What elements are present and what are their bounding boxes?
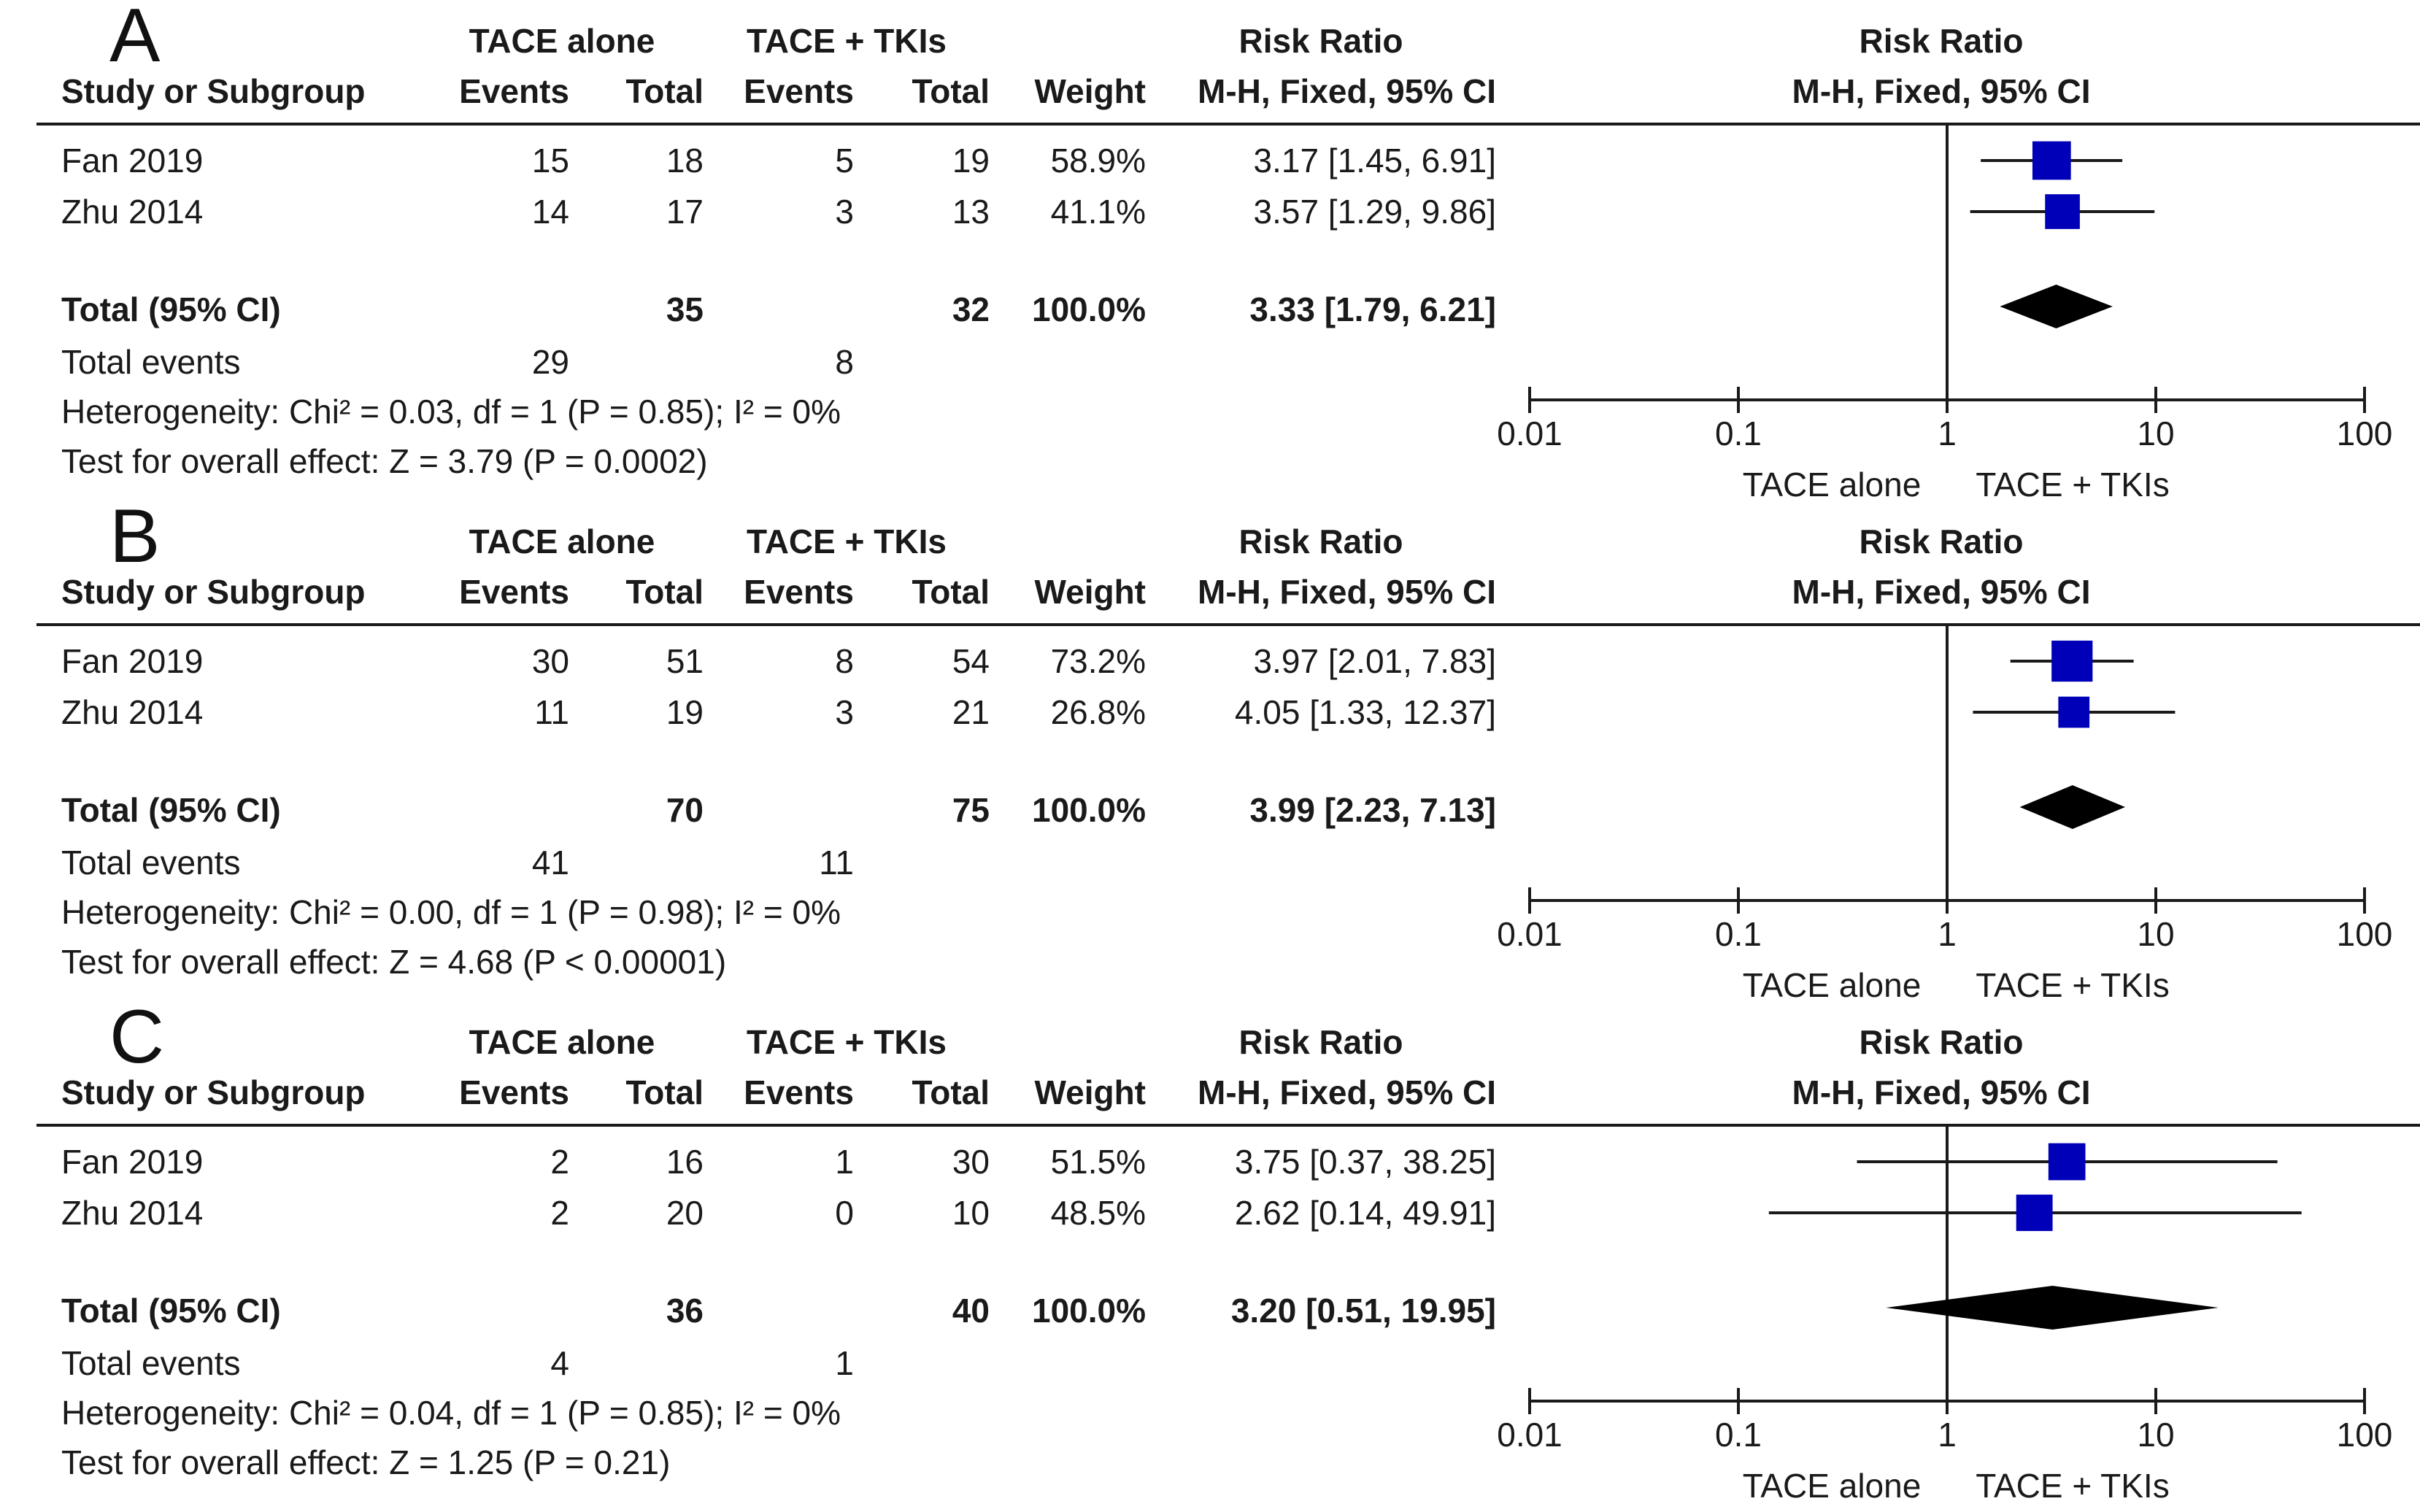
group-header-right: TACE + TKIs bbox=[747, 1023, 947, 1061]
header-weight: Weight bbox=[1034, 573, 1146, 611]
study-ci: 3.57 [1.29, 9.86] bbox=[1253, 193, 1496, 231]
total-events-label: Total events bbox=[61, 1344, 241, 1382]
favours-left: TACE alone bbox=[1742, 1467, 1922, 1505]
study-total-2: 19 bbox=[952, 142, 990, 180]
forest-plot bbox=[0, 501, 2420, 1004]
plot-subtitle: M-H, Fixed, 95% CI bbox=[1792, 1073, 2091, 1111]
overall-effect-text: Test for overall effect: Z = 3.79 (P = 0.0002) bbox=[61, 442, 708, 480]
study-weight: 41.1% bbox=[1050, 193, 1146, 231]
total-diamond bbox=[1886, 1286, 2218, 1330]
study-total-1: 18 bbox=[666, 142, 704, 180]
group-header-left: TACE alone bbox=[469, 1023, 655, 1061]
header-ci: M-H, Fixed, 95% CI bbox=[1198, 1073, 1496, 1111]
heterogeneity-text: Heterogeneity: Chi² = 0.00, df = 1 (P = 0.98); I² = 0% bbox=[61, 893, 841, 931]
x-tick-label: 10 bbox=[2137, 915, 2175, 953]
study-total-2: 21 bbox=[952, 693, 990, 731]
total-n-1: 36 bbox=[666, 1292, 704, 1330]
x-tick-label: 100 bbox=[2336, 1416, 2393, 1454]
total-events-2: 1 bbox=[835, 1344, 854, 1382]
forest-panel-b bbox=[0, 494, 2420, 1004]
study-events-1: 14 bbox=[531, 193, 569, 231]
study-ci: 2.62 [0.14, 49.91] bbox=[1234, 1194, 1496, 1232]
study-study-name: Zhu 2014 bbox=[61, 193, 204, 231]
study-events-2: 3 bbox=[835, 693, 854, 731]
plot-subtitle: M-H, Fixed, 95% CI bbox=[1792, 573, 2091, 611]
header-events-2: Events bbox=[744, 72, 854, 110]
study-study-name: Zhu 2014 bbox=[61, 693, 204, 731]
header-total-1: Total bbox=[625, 573, 704, 611]
x-tick-label: 1 bbox=[1938, 915, 1957, 953]
study-events-1: 11 bbox=[534, 693, 569, 731]
study-total-1: 51 bbox=[666, 642, 704, 680]
x-tick-label: 0.01 bbox=[1497, 1416, 1562, 1454]
total-ci: 3.20 [0.51, 19.95] bbox=[1230, 1292, 1496, 1330]
x-tick-label: 0.01 bbox=[1497, 915, 1562, 953]
study-total-2: 13 bbox=[952, 193, 990, 231]
header-total-2: Total bbox=[912, 72, 990, 110]
study-square bbox=[2058, 697, 2089, 728]
x-tick-label: 0.1 bbox=[1715, 1416, 1762, 1454]
x-tick-label: 0.01 bbox=[1497, 414, 1562, 452]
study-total-2: 54 bbox=[952, 642, 990, 680]
forest-panel-c bbox=[0, 995, 2420, 1505]
total-events-2: 8 bbox=[835, 343, 854, 381]
header-events-1: Events bbox=[459, 1073, 569, 1111]
total-weight: 100.0% bbox=[1031, 290, 1146, 328]
study-study-name: Zhu 2014 bbox=[61, 1194, 204, 1232]
panel-label: C bbox=[109, 995, 165, 1079]
group-header-right: TACE + TKIs bbox=[747, 522, 947, 560]
study-events-2: 1 bbox=[835, 1143, 854, 1181]
study-events-1: 2 bbox=[550, 1143, 569, 1181]
plot-title: Risk Ratio bbox=[1859, 522, 2024, 560]
panel-label: A bbox=[109, 0, 161, 78]
total-label: Total (95% CI) bbox=[61, 1292, 281, 1330]
study-events-2: 0 bbox=[835, 1194, 854, 1232]
header-ci: M-H, Fixed, 95% CI bbox=[1198, 72, 1496, 110]
study-weight: 48.5% bbox=[1050, 1194, 1146, 1232]
favours-right: TACE + TKIs bbox=[1976, 466, 2170, 504]
header-events-1: Events bbox=[459, 72, 569, 110]
plot-subtitle: M-H, Fixed, 95% CI bbox=[1792, 72, 2091, 110]
forest-panel-a bbox=[0, 0, 2420, 504]
header-total-2: Total bbox=[912, 573, 990, 611]
heterogeneity-text: Heterogeneity: Chi² = 0.04, df = 1 (P = 0.85); I² = 0% bbox=[61, 1394, 841, 1432]
total-weight: 100.0% bbox=[1031, 791, 1146, 829]
study-events-2: 8 bbox=[835, 642, 854, 680]
study-weight: 26.8% bbox=[1050, 693, 1146, 731]
study-total-1: 20 bbox=[666, 1194, 704, 1232]
group-header-left: TACE alone bbox=[469, 522, 655, 560]
study-events-2: 3 bbox=[835, 193, 854, 231]
total-n-2: 40 bbox=[952, 1292, 990, 1330]
total-events-1: 41 bbox=[531, 844, 569, 882]
study-weight: 73.2% bbox=[1050, 642, 1146, 680]
favours-right: TACE + TKIs bbox=[1976, 1467, 2170, 1505]
x-tick-label: 1 bbox=[1938, 1416, 1957, 1454]
x-tick-label: 10 bbox=[2137, 414, 2175, 452]
study-square bbox=[2016, 1195, 2053, 1231]
total-n-1: 70 bbox=[666, 791, 704, 829]
total-events-label: Total events bbox=[61, 343, 241, 381]
header-weight: Weight bbox=[1034, 72, 1146, 110]
study-study-name: Fan 2019 bbox=[61, 142, 204, 180]
group-header-right: TACE + TKIs bbox=[747, 22, 947, 60]
header-total-1: Total bbox=[625, 1073, 704, 1111]
overall-effect-text: Test for overall effect: Z = 4.68 (P < 0.00001) bbox=[61, 943, 727, 981]
study-weight: 51.5% bbox=[1050, 1143, 1146, 1181]
header-total-2: Total bbox=[912, 1073, 990, 1111]
header-study: Study or Subgroup bbox=[61, 1073, 366, 1111]
study-study-name: Fan 2019 bbox=[61, 1143, 204, 1181]
header-ci: M-H, Fixed, 95% CI bbox=[1198, 573, 1496, 611]
total-diamond bbox=[2000, 285, 2113, 328]
header-events-2: Events bbox=[744, 573, 854, 611]
header-study: Study or Subgroup bbox=[61, 573, 366, 611]
overall-effect-text: Test for overall effect: Z = 1.25 (P = 0.21) bbox=[61, 1443, 671, 1481]
study-ci: 3.97 [2.01, 7.83] bbox=[1253, 642, 1496, 680]
total-weight: 100.0% bbox=[1031, 1292, 1146, 1330]
study-weight: 58.9% bbox=[1050, 142, 1146, 180]
forest-plot bbox=[0, 0, 2420, 504]
plot-title: Risk Ratio bbox=[1859, 22, 2024, 60]
study-total-2: 10 bbox=[952, 1194, 990, 1232]
x-tick-label: 0.1 bbox=[1715, 414, 1762, 452]
total-ci: 3.99 [2.23, 7.13] bbox=[1249, 791, 1496, 829]
study-study-name: Fan 2019 bbox=[61, 642, 204, 680]
total-events-1: 4 bbox=[550, 1344, 569, 1382]
x-tick-label: 1 bbox=[1938, 414, 1957, 452]
study-total-2: 30 bbox=[952, 1143, 990, 1181]
study-ci: 3.17 [1.45, 6.91] bbox=[1253, 142, 1496, 180]
study-square bbox=[2045, 194, 2080, 229]
study-total-1: 19 bbox=[666, 693, 704, 731]
total-events-label: Total events bbox=[61, 844, 241, 882]
favours-left: TACE alone bbox=[1742, 966, 1922, 1004]
header-weight: Weight bbox=[1034, 1073, 1146, 1111]
total-n-2: 75 bbox=[952, 791, 990, 829]
total-diamond bbox=[2020, 785, 2125, 829]
study-ci: 3.75 [0.37, 38.25] bbox=[1234, 1143, 1496, 1181]
total-ci: 3.33 [1.79, 6.21] bbox=[1249, 290, 1496, 328]
study-ci: 4.05 [1.33, 12.37] bbox=[1234, 693, 1496, 731]
x-tick-label: 100 bbox=[2336, 414, 2393, 452]
study-square bbox=[2051, 641, 2092, 682]
x-tick-label: 100 bbox=[2336, 915, 2393, 953]
total-events-1: 29 bbox=[531, 343, 569, 381]
heterogeneity-text: Heterogeneity: Chi² = 0.03, df = 1 (P = 0.85); I² = 0% bbox=[61, 393, 841, 431]
panel-label: B bbox=[109, 494, 161, 579]
study-events-1: 15 bbox=[531, 142, 569, 180]
group-header-left: TACE alone bbox=[469, 22, 655, 60]
study-events-1: 2 bbox=[550, 1194, 569, 1232]
rr-header: Risk Ratio bbox=[1238, 1023, 1403, 1061]
favours-left: TACE alone bbox=[1742, 466, 1922, 504]
rr-header: Risk Ratio bbox=[1238, 522, 1403, 560]
study-events-1: 30 bbox=[531, 642, 569, 680]
total-n-2: 32 bbox=[952, 290, 990, 328]
header-events-2: Events bbox=[744, 1073, 854, 1111]
forest-plot bbox=[0, 1001, 2420, 1505]
rr-header: Risk Ratio bbox=[1238, 22, 1403, 60]
total-n-1: 35 bbox=[666, 290, 704, 328]
total-events-2: 11 bbox=[819, 844, 854, 882]
study-square bbox=[2032, 142, 2071, 180]
x-tick-label: 10 bbox=[2137, 1416, 2175, 1454]
study-total-1: 17 bbox=[666, 193, 704, 231]
header-events-1: Events bbox=[459, 573, 569, 611]
header-study: Study or Subgroup bbox=[61, 72, 366, 110]
study-total-1: 16 bbox=[666, 1143, 704, 1181]
favours-right: TACE + TKIs bbox=[1976, 966, 2170, 1004]
plot-title: Risk Ratio bbox=[1859, 1023, 2024, 1061]
total-label: Total (95% CI) bbox=[61, 791, 281, 829]
study-square bbox=[2049, 1143, 2086, 1181]
x-tick-label: 0.1 bbox=[1715, 915, 1762, 953]
study-events-2: 5 bbox=[835, 142, 854, 180]
header-total-1: Total bbox=[625, 72, 704, 110]
total-label: Total (95% CI) bbox=[61, 290, 281, 328]
